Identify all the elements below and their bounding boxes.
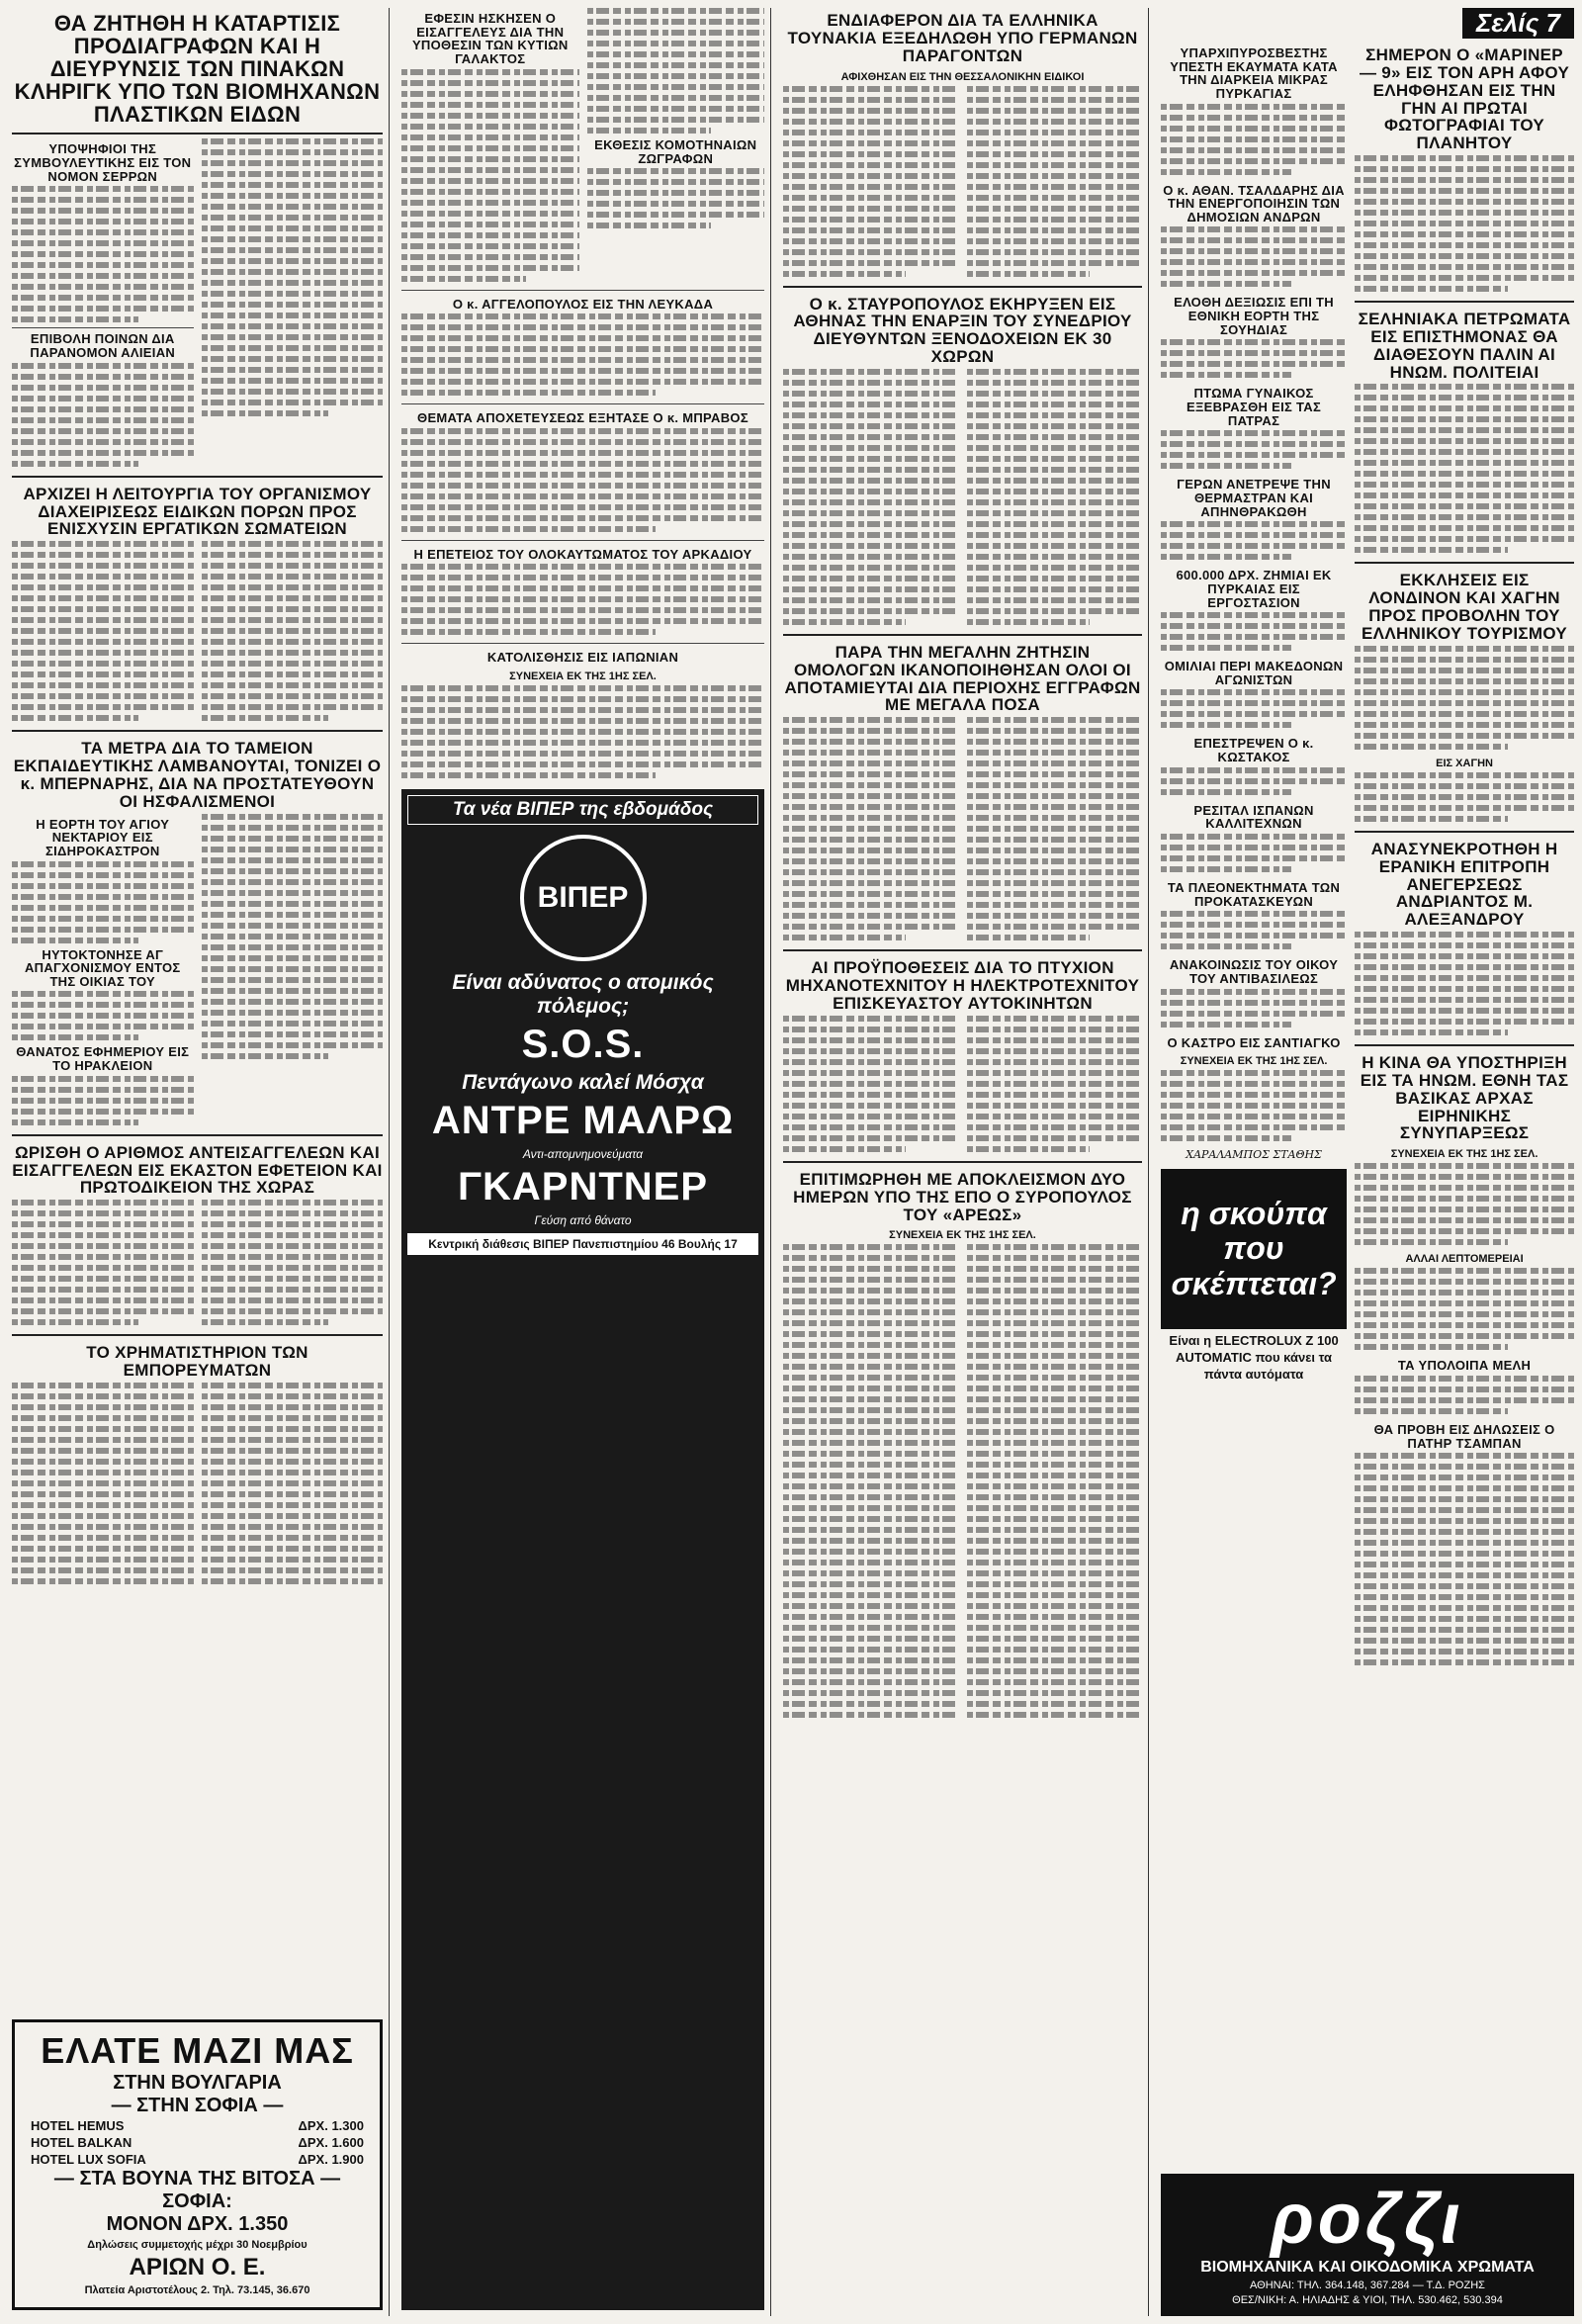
continuation-label: ΣΥΝΕΧΕΙΑ ΕΚ ΤΗΣ 1ΗΣ ΣΕΛ.	[889, 1229, 1036, 1242]
ad-hotel-row: HOTEL BALKAN ΔΡΧ. 1.600	[31, 2135, 364, 2150]
headline-sewage: ΘΕΜΑΤΑ ΑΠΟΧΕΤΕΥΣΕΩΣ ΕΞΗΤΑΣΕ Ο κ. ΜΠΡΑΒΟΣ	[417, 410, 748, 426]
article-body	[1161, 989, 1347, 1032]
headline-prefab: ΤΑ ΠΛΕΟΝΕΚΤΗΜΑΤΑ ΤΩΝ ΠΡΟΚΑΤΑΣΚΕΥΩΝ	[1167, 880, 1341, 909]
headline-milk-cans: ΕΦΕΣΙΝ ΗΣΚΗΣΕΝ Ο ΕΙΣΑΓΓΕΛΕΥΣ ΔΙΑ ΤΗΝ ΥΠΟΘΕΣΙΝ ΤΩΝ ΚΥΤΙΩΝ ΓΑΛΑΚΤΟΣ	[411, 11, 569, 66]
viper-distribution: Κεντρική διάθεσις ΒΙΠΕΡ Πανεπιστημίου 46 Βουλής 17	[407, 1233, 758, 1255]
article-body	[783, 1244, 959, 2316]
viper-logo: ΒΙΠΕΡ	[520, 835, 647, 961]
article-body	[1161, 104, 1347, 180]
ad-deadline: Δηλώσεις συμμετοχής μέχρι 30 Νοεμβρίου	[87, 2239, 308, 2251]
headline-castro: Ο ΚΑΣΤΡΟ ΕΙΣ ΣΑΝΤΙΑΓΚΟ	[1167, 1034, 1341, 1050]
article-body	[1355, 155, 1574, 297]
article-body	[1161, 911, 1347, 954]
headline-fishing-penalties: ΕΠΙΒΟΛΗ ΠΟΙΝΩΝ ΔΙΑ ΠΑΡΑΝΟΜΟΝ ΑΛΙΕΙΑΝ	[30, 331, 176, 361]
viper-book-2: Γεύση από θάνατο	[534, 1213, 632, 1228]
rozzi-tagline: ΒΙΟΜΗΧΑΝΙΚΑ ΚΑΙ ΟΙΚΟΔΟΜΙΚΑ ΧΡΩΜΑΤΑ	[1200, 2259, 1535, 2276]
article-body	[202, 1200, 384, 1330]
column-4	[1155, 8, 1580, 2316]
headline-fireman: ΥΠΑΡΧΙΠΥΡΟΣΒΕΣΤΗΣ ΥΠΕΣΤΗ ΕΚΑΥΜΑΤΑ ΚΑΤΑ ΤΗΝ ΔΙΑΡΚΕΙΑ ΜΙΚΡΑΣ ΠΥΡΚΑΓΙΑΣ	[1170, 45, 1338, 101]
headline-education-fund: ΤΑ ΜΕΤΡΑ ΔΙΑ ΤΟ ΤΑΜΕΙΟΝ ΕΚΠΑΙΔΕΥΤΙΚΗΣ ΛΑΜΒΑΝΟΥΤΑΙ, ΤΟΝΙΖΕΙ Ο κ. ΜΠΕΡΝΑΡΗΣ, ΔΙΑ ΝΑ ΠΡΟΣΤΑΤΕΥΘΟΥΝ ΟΙ ΗΣΦΑΛΙΣΜΕΝΟΙ	[13, 739, 382, 811]
article-body	[401, 313, 764, 401]
article-body	[783, 86, 959, 282]
continuation-label: ΣΥΝΕΧΕΙΑ ΕΚ ΤΗΣ 1ΗΣ ΣΕΛ.	[1180, 1055, 1328, 1068]
rozzi-address-athens: ΑΘΗΝΑΙ: ΤΗΛ. 364.148, 367.284 — Τ.Δ. ΡΟΖΗΣ	[1250, 2279, 1485, 2291]
article-body	[1355, 1376, 1574, 1419]
viper-book-1: Αντι-απομνημονεύματα	[522, 1147, 644, 1162]
page-number-badge: Σελίς 7	[1161, 8, 1574, 39]
headline-mariner-9: ΣΗΜΕΡΟΝ Ο «ΜΑΡΙΝΕΡ — 9» ΕΙΣ ΤΟΝ ΑΡΗ ΑΦΟΥ ΕΛΗΦΘΗΣΑΝ ΕΙΣ ΤΗΝ ΓΗΝ ΑΙ ΠΡΩΤΑΙ ΦΩΤΟΓΡΑΦΙΑΙ ΤΟΥ ΠΛΑΝΗΤΟΥ	[1359, 45, 1570, 153]
electrolux-ad-caption: Είναι η ELECTROLUX Ζ 100 AUTOMATIC που κάνει τα πάντα αυτόματα	[1169, 1332, 1339, 1382]
article-body	[202, 541, 384, 726]
headline-regent-announcement: ΑΝΑΚΟΙΝΩΣΙΣ ΤΟΥ ΟΙΚΟΥ ΤΟΥ ΑΝΤΙΒΑΣΙΛΕΩΣ	[1169, 957, 1339, 986]
article-body	[401, 564, 764, 640]
article-body	[1161, 1070, 1347, 1146]
article-body	[1355, 384, 1574, 558]
ad-title: ΕΛΑΤΕ ΜΑΖΙ ΜΑΣ	[41, 2030, 354, 2071]
continuation-label: ΣΥΝΕΧΕΙΑ ΕΚ ΤΗΣ 1ΗΣ ΣΕΛ.	[509, 670, 657, 683]
article-body	[967, 1244, 1143, 2316]
article-body	[202, 138, 384, 416]
ad-city: — ΣΤΗΝ ΣΟΦΙΑ —	[111, 2095, 284, 2116]
article-body	[587, 168, 765, 228]
column-1	[6, 8, 390, 2316]
headline-sweden-reception: ΕΛΟΘΗ ΔΕΞΙΩΣΙΣ ΕΠΙ ΤΗ ΕΘΝΙΚΗ ΕΟΡΤΗ ΤΗΣ ΣΟΥΗΔΙΑΣ	[1174, 295, 1334, 337]
headline-alexander-statue: ΑΝΑΣΥΝΕΚΡΟΤΗΘΗ Η ΕΡΑΝΙΚΗ ΕΠΙΤΡΟΠΗ ΑΝΕΓΕΡΣΕΩΣ ΑΝΔΡΙΑΝΤΟΣ Μ. ΑΛΕΞΑΝΔΡΟΥ	[1370, 839, 1558, 930]
viper-magazine-ad[interactable]	[401, 789, 764, 2310]
electrolux-ad[interactable]	[1161, 1169, 1347, 1329]
headline-macedonian-fighters: ΟΜΙΛΙΑΙ ΠΕΡΙ ΜΑΚΕΔΟΝΩΝ ΑΓΩΝΙΣΤΩΝ	[1164, 659, 1344, 687]
article-body	[12, 186, 194, 322]
article-body	[12, 1200, 194, 1330]
subheadline-experts: ΑΦΙΧΘΗΣΑΝ ΕΙΣ ΤΗΝ ΘΕΣΣΑΛΟΝΙΚΗΝ ΕΙΔΙΚΟΙ	[840, 70, 1085, 83]
article-body	[783, 1016, 959, 1157]
article-body	[1161, 834, 1347, 877]
byline: ΧΑΡΑΛΑΜΠΟΣ ΣΤΑΘΗΣ	[1186, 1148, 1322, 1162]
article-body	[1161, 339, 1347, 383]
article-body	[1355, 1453, 1574, 2166]
rozzi-address-thessaloniki: ΘΕΣ/ΝΙΚΗ: Α. ΗΛΙΑΔΗΣ & ΥΙΟΙ, ΤΗΛ. 530.462, 530.394	[1232, 2294, 1503, 2306]
bulgaria-travel-ad[interactable]	[12, 2019, 383, 2310]
headline-priest-death: ΘΑΝΑΤΟΣ ΕΦΗΜΕΡΙΟΥ ΕΙΣ ΤΟ ΗΡΑΚΛΕΙΟΝ	[16, 1044, 190, 1074]
subheading-hague: ΕΙΣ ΧΑΓΗΝ	[1436, 757, 1493, 769]
viper-headline-2: Πεντάγωνο καλεί Μόσχα	[462, 1071, 704, 1095]
article-body	[1355, 646, 1574, 755]
headline-bonds: ΠΑΡΑ ΤΗΝ ΜΕΓΑΛΗΝ ΖΗΤΗΣΙΝ ΟΜΟΛΟΓΩΝ ΙΚΑΝΟΠΟΙΗΘΗΣΑΝ ΟΛΟΙ ΟΙ ΑΠΟΤΑΜΙΕΥΤΑΙ ΔΙΑ ΠΕΡΙΟΧΗΣ ΕΓΓΡΑΦΩΝ ΜΕ ΜΕΓΑΛΑ ΠΟΣΑ	[784, 642, 1141, 715]
article-body	[1355, 1163, 1574, 1250]
headline-saint-nektarios: Η ΕΟΡΤΗ ΤΟΥ ΑΓΙΟΥ ΝΕΚΤΑΡΙΟΥ ΕΙΣ ΣΙΔΗΡΟΚΑΣΤΡΟΝ	[36, 816, 170, 858]
ad-address: Πλατεία Αριστοτέλους 2. Τηλ. 73.145, 36.670	[84, 2284, 310, 2296]
ad-hotel-row: HOTEL HEMUS ΔΡΧ. 1.300	[31, 2118, 364, 2133]
headline-arkadi: Η ΕΠΕΤΕΙΟΣ ΤΟΥ ΟΛΟΚΑΥΤΩΜΑΤΟΣ ΤΟΥ ΑΡΚΑΔΙΟΥ	[413, 546, 752, 562]
ad-company: ΑΡΙΩΝ Ο. Ε.	[129, 2254, 266, 2280]
article-body	[12, 1076, 194, 1125]
headline-moon-rocks: ΣΕΛΗΝΙΑΚΑ ΠΕΤΡΩΜΑΤΑ ΕΙΣ ΕΠΙΣΤΗΜΟΝΑΣ ΘΑ ΔΙΑΘΕΣΟΥΝ ΠΑΛΙΝ ΑΙ ΗΝΩΜ. ΠΟΛΙΤΕΙΑΙ	[1358, 310, 1571, 382]
article-body	[967, 1016, 1143, 1157]
market-prices	[12, 1383, 194, 2013]
viper-headline-1: Είναι αδύνατος ο ατομικός πόλεμος;	[452, 971, 714, 1019]
viper-author-2: ΓΚΑΡΝΤΝΕΡ	[457, 1165, 709, 1209]
ad-hotel-row: HOTEL LUX SOFIA ΔΡΧ. 1.900	[31, 2152, 364, 2167]
headline-commodities: ΤΟ ΧΡΗΜΑΤΙΣΤΗΡΙΟΝ ΤΩΝ ΕΜΠΟΡΕΥΜΑΤΩΝ	[86, 1343, 308, 1381]
article-body	[783, 717, 959, 945]
article-body	[12, 541, 194, 726]
headline-patras: ΠΤΩΜΑ ΓΥΝΑΙΚΟΣ ΕΞΕΒΡΑΣΘΗ ΕΙΣ ΤΑΣ ΠΑΤΡΑΣ	[1186, 386, 1322, 428]
headline-angelopoulos: Ο κ. ΑΓΓΕΛΟΠΟΥΛΟΣ ΕΙΣ ΤΗΝ ΛΕΥΚΑΔΑ	[452, 296, 714, 312]
article-body	[1161, 612, 1347, 656]
subheading-details: ΑΛΛΑΙ ΛΕΠΤΟΜΕΡΕΙΑΙ	[1405, 1253, 1524, 1266]
headline-mechanics-license: ΑΙ ΠΡΟΫΠΟΘΕΣΕΙΣ ΔΙΑ ΤΟ ΠΤΥΧΙΟΝ ΜΗΧΑΝΟΤΕΧΝΙΤΟΥ Η ΗΛΕΚΤΡΟΤΕΧΝΙΤΟΥ ΕΠΙΣΚΕΥΑΣΤΟΥ ΑΥΤΟΚΙΝΗΤΩΝ	[785, 958, 1140, 1013]
article-body	[12, 861, 194, 943]
headline-syropoulos-ban: ΕΠΙΤΙΜΩΡΗΘΗ ΜΕ ΑΠΟΚΛΕΙΣΜΟΝ ΔΥΟ ΗΜΕΡΩΝ ΥΠΟ ΤΗΣ ΕΠΟ Ο ΣΥΡΟΠΟΥΛΟΣ ΤΟΥ «ΑΡΕΩΣ»	[793, 1169, 1132, 1224]
headline-plastics: ΘΑ ΖΗΤΗΘΗ Η ΚΑΤΑΡΤΙΣΙΣ ΠΡΟΔΙΑΓΡΑΦΩΝ ΚΑΙ Η ΔΙΕΥΡΥΝΣΙΣ ΤΩΝ ΠΙΝΑΚΩΝ ΚΛΗΡΙΓΚ ΥΠΟ ΤΩΝ ΒΙΟΜΗΧΑΝΩΝ ΠΛΑΣΤΙΚΩΝ ΕΙΔΩΝ	[14, 11, 381, 128]
article-body	[401, 69, 579, 282]
headline-kostakos: ΕΠΕΣΤΡΕΨΕΝ Ο κ. ΚΩΣΤΑΚΟΣ	[1193, 736, 1314, 765]
headline-prosecutors: ΩΡΙΣΘΗ Ο ΑΡΙΘΜΟΣ ΑΝΤΕΙΣΑΓΓΕΛΕΩΝ ΚΑΙ ΕΙΣΑΓΓΕΛΕΩΝ ΕΙΣ ΕΚΑΣΤΟΝ ΕΦΕΤΕΙΟΝ ΚΑΙ ΠΡΩΤΟΔΙΚΕΙΟΝ ΤΗΣ ΧΩΡΑΣ	[12, 1142, 383, 1198]
headline-tourism: ΕΚΚΛΗΣΕΙΣ ΕΙΣ ΛΟΝΔΙΝΟΝ ΚΑΙ ΧΑΓΗΝ ΠΡΟΣ ΠΡΟΒΟΛΗΝ ΤΟΥ ΕΛΛΗΝΙΚΟΥ ΤΟΥΡΙΣΜΟΥ	[1362, 571, 1568, 643]
headline-factory-fire: 600.000 ΔΡΧ. ΖΗΜΙΑΙ ΕΚ ΠΥΡΚΑΙΑΣ ΕΙΣ ΕΡΓΟΣΤΑΣΙΟΝ	[1176, 568, 1332, 610]
viper-author-1: ΑΝΤΡΕ ΜΑΛΡΩ	[431, 1099, 735, 1143]
headline-painters-exhibition: ΕΚΘΕΣΙΣ ΚΟΜΟΤΗΝΑΙΩΝ ΖΩΓΡΑΦΩΝ	[594, 137, 757, 166]
column-2	[396, 8, 771, 2316]
ad-subtitle: ΣΤΗΝ ΒΟΥΛΓΑΡΙΑ	[113, 2072, 282, 2094]
article-body	[587, 8, 765, 134]
ad-vitosa: — ΣΤΑ ΒΟΥΝΑ ΤΗΣ ΒΙΤΟΣΑ — ΣΟΦΙΑ:	[53, 2168, 341, 2212]
article-body	[1355, 1268, 1574, 1355]
article-body	[1161, 226, 1347, 292]
article-body	[967, 717, 1143, 945]
article-body	[202, 814, 384, 1130]
market-prices	[202, 1383, 384, 2013]
article-body	[1161, 521, 1347, 565]
article-body	[1355, 772, 1574, 827]
rozzi-paints-ad[interactable]	[1161, 2174, 1574, 2316]
viper-header: Τα νέα ΒΙΠΕΡ της εβδομάδος	[407, 795, 758, 825]
article-body	[967, 86, 1143, 282]
continuation-label: ΣΥΝΕΧΕΙΑ ΕΚ ΤΗΣ 1ΗΣ ΣΕΛ.	[1390, 1148, 1538, 1161]
headline-remaining-members: ΤΑ ΥΠΟΛΟΙΠΑ ΜΕΛΗ	[1397, 1358, 1532, 1374]
headline-heater: ΓΕΡΩΝ ΑΝΕΤΡΕΨΕ ΤΗΝ ΘΕΡΜΑΣΤΡΑΝ ΚΑΙ ΑΠΗΝΘΡΑΚΩΘΗ	[1177, 477, 1331, 519]
headline-tsaldaris: Ο κ. ΑΘΑΝ. ΤΣΑΛΔΑΡΗΣ ΔΙΑ ΤΗΝ ΕΝΕΡΓΟΠΟΙΗΣΙΝ ΤΩΝ ΔΗΜΟΣΙΩΝ ΑΝΔΡΩΝ	[1163, 182, 1345, 224]
article-body	[12, 991, 194, 1040]
headline-suicide: ΗΥΤΟΚΤΟΝΗΣΕ ΑΓ ΑΠΑΓΧΟΝΙΣΜΟΥ ΕΝΤΟΣ ΤΗΣ ΟΙΚΙΑΣ ΤΟΥ	[24, 946, 181, 989]
electrolux-ad-slogan: η σκούπα που σκέπτεται?	[1171, 1196, 1337, 1301]
article-body	[967, 369, 1143, 630]
headline-tuna: ΕΝΔΙΑΦΕΡΟΝ ΔΙΑ ΤΑ ΕΛΛΗΝΙΚΑ ΤΟΥΝΑΚΙΑ ΕΞΕΔΗΛΩΘΗ ΥΠΟ ΓΕΡΜΑΝΩΝ ΠΑΡΑΓΟΝΤΩΝ	[787, 11, 1138, 65]
article-body	[1161, 430, 1347, 474]
headline-candidates-serres: ΥΠΟΨΗΦΙΟΙ ΤΗΣ ΣΥΜΒΟΥΛΕΥΤΙΚΗΣ ΕΙΣ ΤΟΝ ΝΟΜΟΝ ΣΕΡΡΩΝ	[14, 141, 192, 184]
rozzi-logo: ροζζι	[1271, 2180, 1464, 2259]
headline-father-tsampan: ΘΑ ΠΡΟΒΗ ΕΙΣ ΔΗΛΩΣΕΙΣ Ο ΠΑΤΗΡ ΤΣΑΜΠΑΝ	[1373, 1421, 1555, 1451]
article-body	[783, 369, 959, 630]
viper-sos: S.O.S.	[521, 1023, 645, 1067]
article-body	[401, 428, 764, 537]
ad-price: ΜΟΝΟΝ ΔΡΧ. 1.350	[106, 2213, 289, 2235]
headline-hoteliers-congress: Ο κ. ΣΤΑΥΡΟΠΟΥΛΟΣ ΕΚΗΡΥΞΕΝ ΕΙΣ ΑΘΗΝΑΣ ΤΗΝ ΕΝΑΡΞΙΝ ΤΟΥ ΣΥΝΕΔΡΙΟΥ ΔΙΕΥΘΥΝΤΩΝ ΞΕΝΟΔΟΧΕΙΩΝ ΕΚ 30 ΧΩΡΩΝ	[793, 294, 1132, 367]
headline-workers-fund: ΑΡΧΙΖΕΙ Η ΛΕΙΤΟΥΡΓΙΑ ΤΟΥ ΟΡΓΑΝΙΣΜΟΥ ΔΙΑΧΕΙΡΙΣΕΩΣ ΕΙΔΙΚΩΝ ΠΟΡΩΝ ΠΡΟΣ ΕΝΙΣΧΥΣΙΝ ΕΡΓΑΤΙΚΩΝ ΣΩΜΑΤΕΙΩΝ	[23, 484, 372, 539]
headline-recital: ΡΕΣΙΤΑΛ ΙΣΠΑΝΩΝ ΚΑΛΛΙΤΕΧΝΩΝ	[1193, 802, 1314, 832]
article-body	[12, 363, 194, 467]
headline-japan-landslide: ΚΑΤΟΛΙΣΘΗΣΙΣ ΕΙΣ ΙΑΠΩΝΙΑΝ	[486, 650, 679, 666]
article-body	[401, 685, 764, 783]
article-body	[1161, 689, 1347, 733]
headline-china-un: Η ΚΙΝΑ ΘΑ ΥΠΟΣΤΗΡΙΞΗ ΕΙΣ ΤΑ ΗΝΩΜ. ΕΘΝΗ ΤΑΣ ΒΑΣΙΚΑΣ ΑΡΧΑΣ ΕΙΡΗΝΙΚΗΣ ΣΥΝΥΠΑΡΞΕΩΣ	[1360, 1053, 1569, 1143]
article-body	[1161, 767, 1347, 800]
article-body	[1355, 932, 1574, 1040]
column-3	[777, 8, 1149, 2316]
